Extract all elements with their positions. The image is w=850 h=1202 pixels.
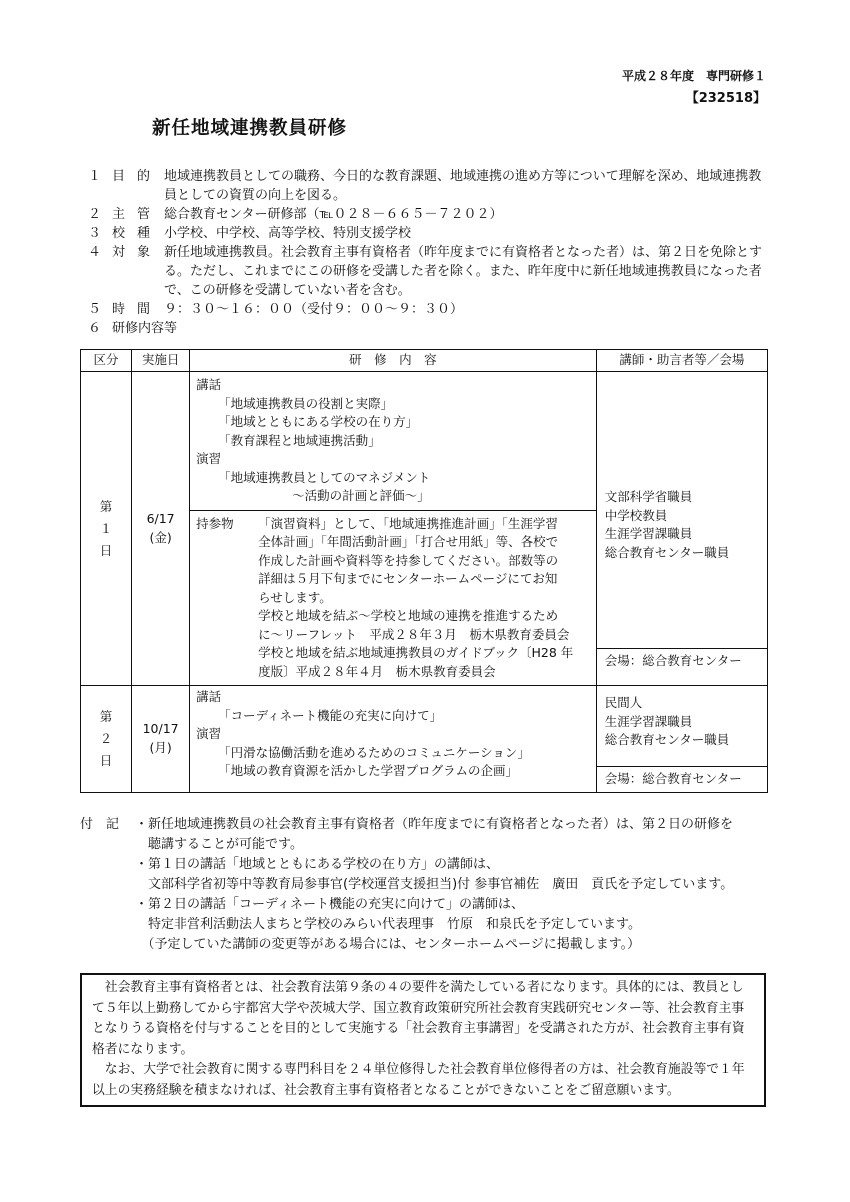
note-line: （予定していた講師の変更等がある場合には、センターホームページに掲載します。） [135, 937, 641, 952]
item-purpose-value: 地域連携教員としての職務、今日的な教育課題、地域連携の進め方等について理解を深め、地域連携教員としての資質の向上を図る。 [164, 169, 762, 203]
note-line: 特定非営利活動法人まちと学校のみらい代表理事 竹原 和泉氏を予定しています。 [135, 917, 641, 932]
lecturer-item: 文部科学省職員 [604, 489, 693, 504]
day1-bring-section [190, 510, 596, 686]
item-contents-heading: ６ 研修内容等 [88, 321, 178, 336]
content-line: 「地域の教育資源を活かした学習プログラムの企画」 [218, 763, 519, 778]
item-target: ４ 対 象 新任地域連携教員。社会教育主事有資格者（昨年度までに有資格者となった者）は、第２日を免除とする。ただし、これまでにこの研修を受講した者を除く。また、昨年度中に新任地域連携教員になった者で、この研修を受講していない者を含む。 [88, 243, 768, 300]
note-line: ・第２日の講話「コーディネート機能の充実に向けて」の講師は、 [135, 897, 524, 912]
item-organizer: ２ 主 管 総合教育センター研修部（℡０２８－６６５－７２０２） [88, 205, 768, 224]
notes-section [80, 815, 772, 955]
note-line: 文部科学省初等中等教育局参事官(学校運営支援担当)付 参事官補佐 廣田 貢氏を予定しています。 [135, 877, 734, 892]
day1-label: 第 １ 日 [81, 372, 132, 686]
lecturer-item: 総合教育センター職員 [604, 732, 730, 747]
bring-label: 持参物 [196, 515, 234, 531]
info-box [80, 973, 766, 1107]
content-line: 「地域連携教員としてのマネジメント [218, 469, 431, 485]
day2-lecturer-cell [596, 686, 767, 793]
bring-line: らせします。 [258, 589, 332, 605]
lecturer-item: 生涯学習課職員 [604, 526, 693, 541]
content-line: 「地域とともにある学校の在り方」 [218, 414, 419, 429]
info-paragraph-2: なお、大学で社会教育に関する専門科目を２４単位修得した社会教育単位修得者の方は、社会教育施設等で１年以上の実務経験を積まなければ、社会教育主事有資格者となることができないことをご留意願います。 [92, 1062, 745, 1098]
content-line: ～活動の計画と評価～」 [292, 488, 430, 503]
content-line: 「円滑な協働活動を進めるためのコミュニケーション」 [218, 744, 530, 760]
info-paragraph-1: 社会教育主事有資格者とは、社会教育法第９条の４の要件を満たしている者になります。具体的には、教員として５年以上勤務してから宇都宮大学や茨城大学、国立教育政策研究所社会教育実践研究センター等、社会教育主事となりうる資格を付与することを目的として実施する「社会教育主事講習」を受講された方が、社会教育主事有資格者になります。 [92, 980, 745, 1057]
bring-line: 「演習資料」として、「地域連携推進計画」「生涯学習 [258, 515, 558, 531]
lecturer-item: 中学校教員 [604, 507, 668, 523]
schedule-table [80, 349, 768, 793]
header-code: 【232518】 [685, 91, 766, 106]
item-purpose: １ 目 的 地域連携教員としての職務、今日的な教育課題、地域連携の進め方等について理解を深め、地域連携教員としての資質の向上を図る。 [88, 167, 768, 205]
header-division: 区分 [81, 350, 132, 372]
day1-content [190, 372, 597, 686]
content-line: 講話 [196, 689, 222, 704]
item-school-type: ３ 校 種 小学校、中学校、高等学校、特別支援学校 [88, 224, 768, 243]
header-date: 実施日 [132, 350, 190, 372]
page-title: 新任地域連携教員研修 [152, 118, 348, 139]
bring-line: 作成した計画や資料等を持参してください。部数等の [258, 552, 559, 568]
header-year-course: 平成２８年度 専門研修１ [621, 69, 766, 83]
day1-venue: 会場：総合教育センター [597, 648, 767, 674]
note-line: 聴講することが可能です。 [135, 837, 303, 852]
content-line: 「地域連携教員の役割と実際」 [218, 395, 394, 411]
item-time: ５ 時 間 ９：３０～１６：００（受付９：００～９：３０） [88, 300, 768, 319]
lecturer-item: 総合教育センター職員 [604, 544, 730, 560]
header-content: 研 修 内 容 [190, 350, 597, 372]
item-time-value: ９：３０～１６：００（受付９：００～９：３０） [164, 302, 464, 317]
note-line: ・新任地域連携教員の社会教育主事有資格者（昨年度までに有資格者となった者）は、第２日の研修を [135, 817, 734, 832]
day1-lecturer-cell [596, 372, 767, 686]
content-line: 演習 [196, 726, 222, 741]
lecturer-item: 民間人 [604, 695, 643, 710]
table-row-day1 [81, 372, 768, 686]
content-line: 講話 [196, 377, 222, 392]
bring-line: 学校と地域を結ぶ地域連携教員のガイドブック〔H28 年 [258, 645, 574, 660]
day2-content [190, 686, 597, 793]
item-organizer-value: 総合教育センター研修部（℡０２８－６６５－７２０２） [164, 207, 503, 222]
items-section [88, 167, 768, 338]
bring-line: に～リーフレット 平成２８年３月 栃木県教育委員会 [258, 626, 570, 642]
bring-line: 学校と地域を結ぶ～学校と地域の連携を推進するため [258, 608, 559, 623]
bring-line: 全体計画」「年間活動計画」「打合せ用紙」等、各校で [258, 534, 559, 549]
item-target-value: 新任地域連携教員。社会教育主事有資格者（昨年度までに有資格者となった者）は、第２日を免除とする。ただし、これまでにこの研修を受講した者を除く。また、昨年度中に新任地域連携教員になった者で、この研修を受講していない者を含む。 [164, 245, 763, 298]
bring-line: 詳細は５月下旬までにセンターホームページにてお知 [258, 571, 558, 586]
note-line: ・第１日の講話「地域とともにある学校の在り方」の講師は、 [135, 857, 500, 872]
day1-date: 6/17 (金) [132, 372, 190, 686]
content-line: 「コーディネート機能の充実に向けて」 [218, 707, 443, 723]
header-lecturer: 講師・助言者等／会場 [596, 350, 767, 372]
lecturer-item: 生涯学習課職員 [604, 713, 693, 729]
content-line: 演習 [196, 451, 222, 466]
table-header-row [81, 350, 768, 372]
content-line: 「教育課程と地域連携活動」 [218, 432, 381, 448]
bring-line: 度版〕平成２８年４月 栃木県教育委員会 [258, 663, 496, 679]
notes-label: 付 記 [80, 817, 120, 832]
day2-date: 10/17 (月) [132, 686, 190, 793]
day2-venue: 会場：総合教育センター [597, 766, 767, 792]
item-school-type-value: 小学校、中学校、高等学校、特別支援学校 [164, 226, 412, 241]
table-row-day2 [81, 686, 768, 793]
day2-label: 第 ２ 日 [81, 686, 132, 793]
